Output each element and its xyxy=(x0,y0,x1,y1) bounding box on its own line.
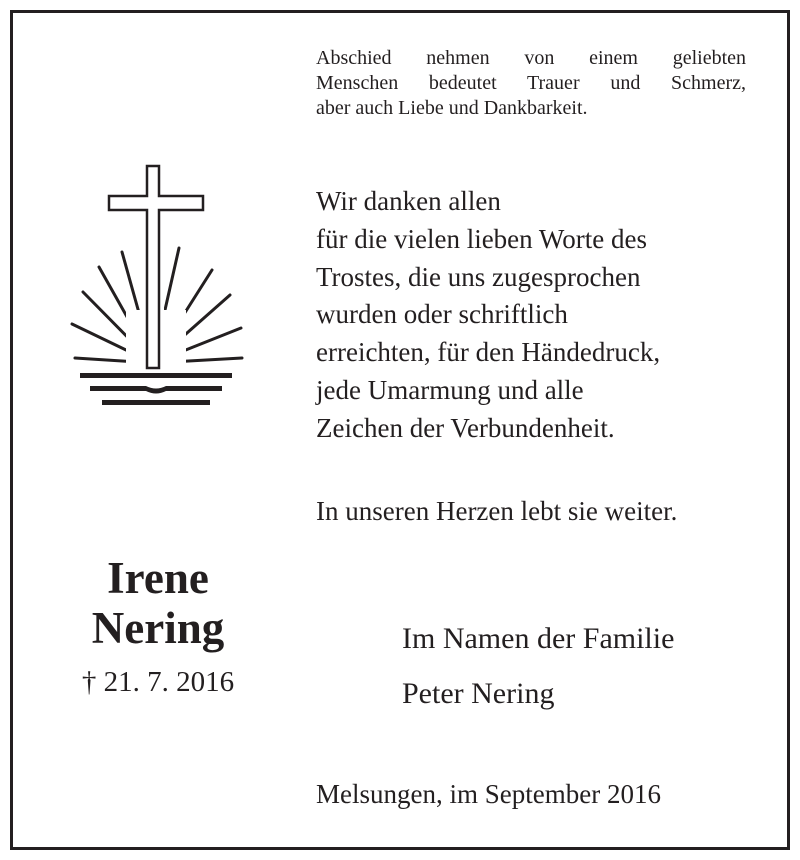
thanks-paragraph xyxy=(316,183,756,448)
death-date: † 21. 7. 2016 xyxy=(81,666,235,698)
signature-line-1: Im Namen der Familie xyxy=(402,622,675,655)
opening-quote xyxy=(316,46,746,121)
quote-line: aber auch Liebe und Dankbarkeit. xyxy=(316,97,588,119)
deceased-first-name: Irene xyxy=(107,553,209,603)
thanks-line: Wir danken allen xyxy=(316,186,501,216)
quote-line: Menschen bedeutet Trauer und Schmerz, xyxy=(316,72,746,94)
memorial-motto: In unseren Herzen lebt sie weiter. xyxy=(316,496,678,526)
quote-line: Abschied nehmen von einem geliebten xyxy=(316,47,746,69)
thanks-line: Trostes, die uns zugesprochen xyxy=(316,261,641,292)
thanks-line: jede Umarmung und alle xyxy=(316,374,584,405)
deceased-name xyxy=(60,553,256,653)
deceased-last-name: Nering xyxy=(91,603,225,653)
signature-line-2: Peter Nering xyxy=(402,677,555,710)
cross-with-sun-rays-and-water-icon xyxy=(66,160,246,410)
family-signature xyxy=(402,611,674,721)
thanks-line: Zeichen der Verbundenheit. xyxy=(316,412,615,443)
place-and-date: Melsungen, im September 2016 xyxy=(316,779,661,809)
thanks-line: wurden oder schriftlich xyxy=(316,299,568,330)
thanks-line: erreichten, für den Händedruck, xyxy=(316,337,661,368)
thanks-line: für die vielen lieben Worte des xyxy=(316,223,647,254)
